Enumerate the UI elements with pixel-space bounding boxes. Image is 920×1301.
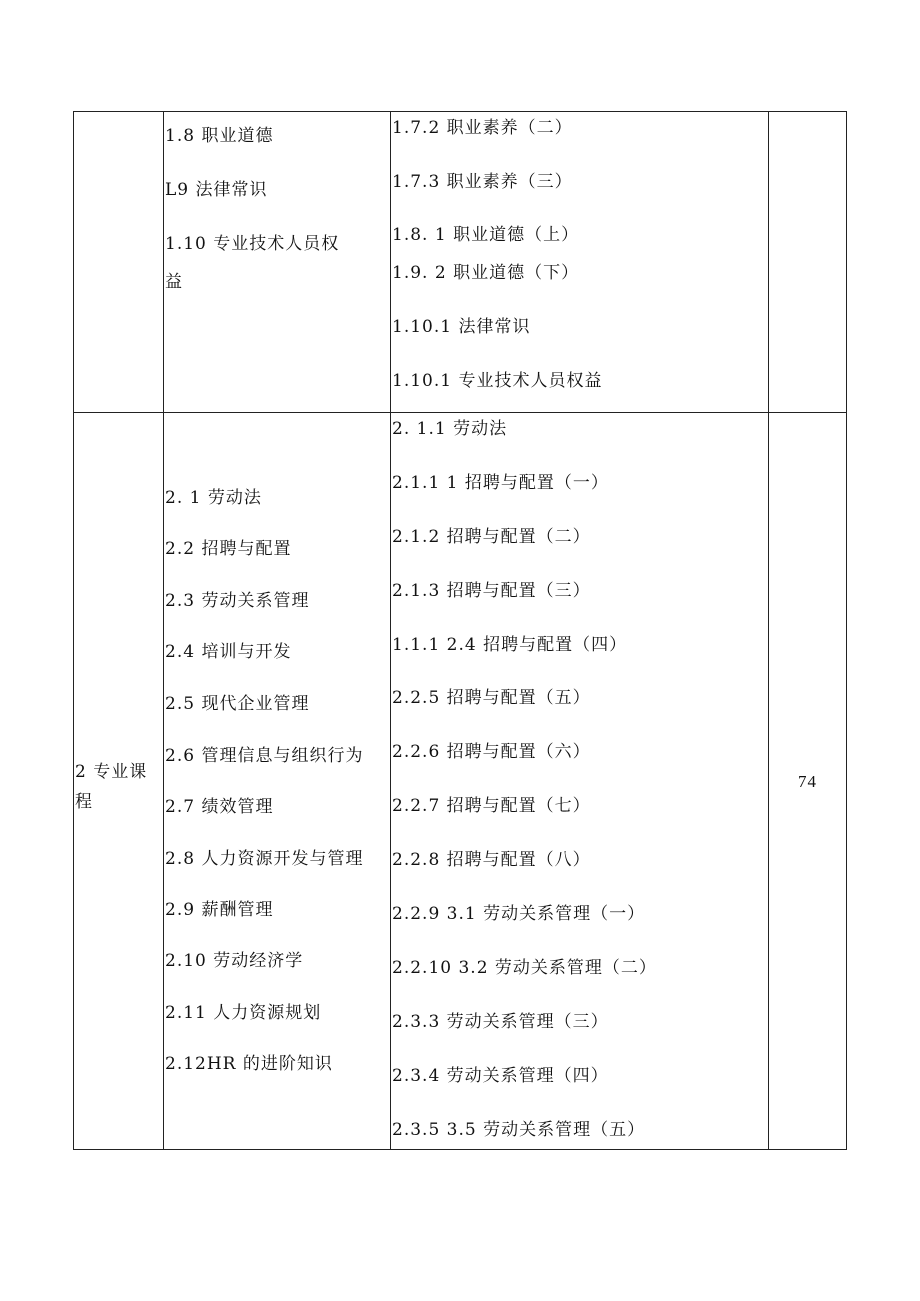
course-item: 2.2 招聘与配置 (165, 539, 292, 559)
table-row (74, 112, 847, 413)
session-item: 1.9. 2 职业道德（下） (392, 263, 580, 283)
course-item: 2.12HR 的进阶知识 (165, 1054, 333, 1074)
session-item: 2.1.2 招聘与配置（二） (392, 527, 591, 547)
session-item: 1.7.3 职业素养（三） (392, 172, 573, 192)
course-item: 2.5 现代企业管理 (165, 694, 310, 714)
session-item: 2.3.4 劳动关系管理（四） (392, 1066, 609, 1086)
session-item: 1.10.1 专业技术人员权益 (392, 371, 603, 391)
category-cell (74, 112, 164, 413)
course-cell (164, 112, 391, 413)
session-item: 2.2.6 招聘与配置（六） (392, 742, 591, 762)
course-cell (164, 413, 391, 1150)
curriculum-table (73, 111, 847, 1150)
course-item: 2. 1 劳动法 (165, 488, 262, 508)
session-item: 1.7.2 职业素养（二） (392, 118, 573, 138)
session-item: 2.1.3 招聘与配置（三） (392, 581, 591, 601)
hours-value: 74 (798, 772, 817, 791)
course-item: 1.8 职业道德 (165, 126, 274, 146)
hours-cell (769, 112, 847, 413)
session-item: 2.2.9 3.1 劳动关系管理（一） (392, 904, 646, 924)
session-item: 2.3.3 劳动关系管理（三） (392, 1012, 609, 1032)
session-item: 1.1.1 2.4 招聘与配置（四） (392, 635, 628, 655)
course-item: 1.10 专业技术人员权 (165, 234, 340, 254)
session-cell (391, 112, 769, 413)
session-item: 2.2.10 3.2 劳动关系管理（二） (392, 958, 657, 978)
course-item: 2.10 劳动经济学 (165, 951, 304, 971)
session-item: 2.3.5 3.5 劳动关系管理（五） (392, 1120, 646, 1140)
category-cell (74, 413, 164, 1150)
session-item: 2.2.5 招聘与配置（五） (392, 688, 591, 708)
course-item: 2.9 薪酬管理 (165, 900, 274, 920)
hours-cell (769, 413, 847, 1150)
course-item: 2.7 绩效管理 (165, 797, 274, 817)
session-item: 2.2.8 招聘与配置（八） (392, 850, 591, 870)
session-item: 2.2.7 招聘与配置（七） (392, 796, 591, 816)
course-item: 2.4 培训与开发 (165, 642, 292, 662)
session-item: 2.1.1 1 招聘与配置（一） (392, 473, 609, 493)
course-item: 益 (165, 272, 183, 292)
course-item: 2.3 劳动关系管理 (165, 591, 310, 611)
session-item: 1.8. 1 职业道德（上） (392, 225, 580, 245)
course-item: 2.8 人力资源开发与管理 (165, 849, 364, 869)
session-cell (391, 413, 769, 1150)
category-label: 2 专业课程 (75, 762, 148, 812)
course-item: 2.6 管理信息与组织行为 (165, 746, 364, 766)
course-item: L9 法律常识 (165, 180, 268, 200)
session-item: 2. 1.1 劳动法 (392, 419, 508, 439)
session-item: 1.10.1 法律常识 (392, 317, 531, 337)
table-row (74, 413, 847, 1150)
course-item: 2.11 人力资源规划 (165, 1003, 322, 1023)
